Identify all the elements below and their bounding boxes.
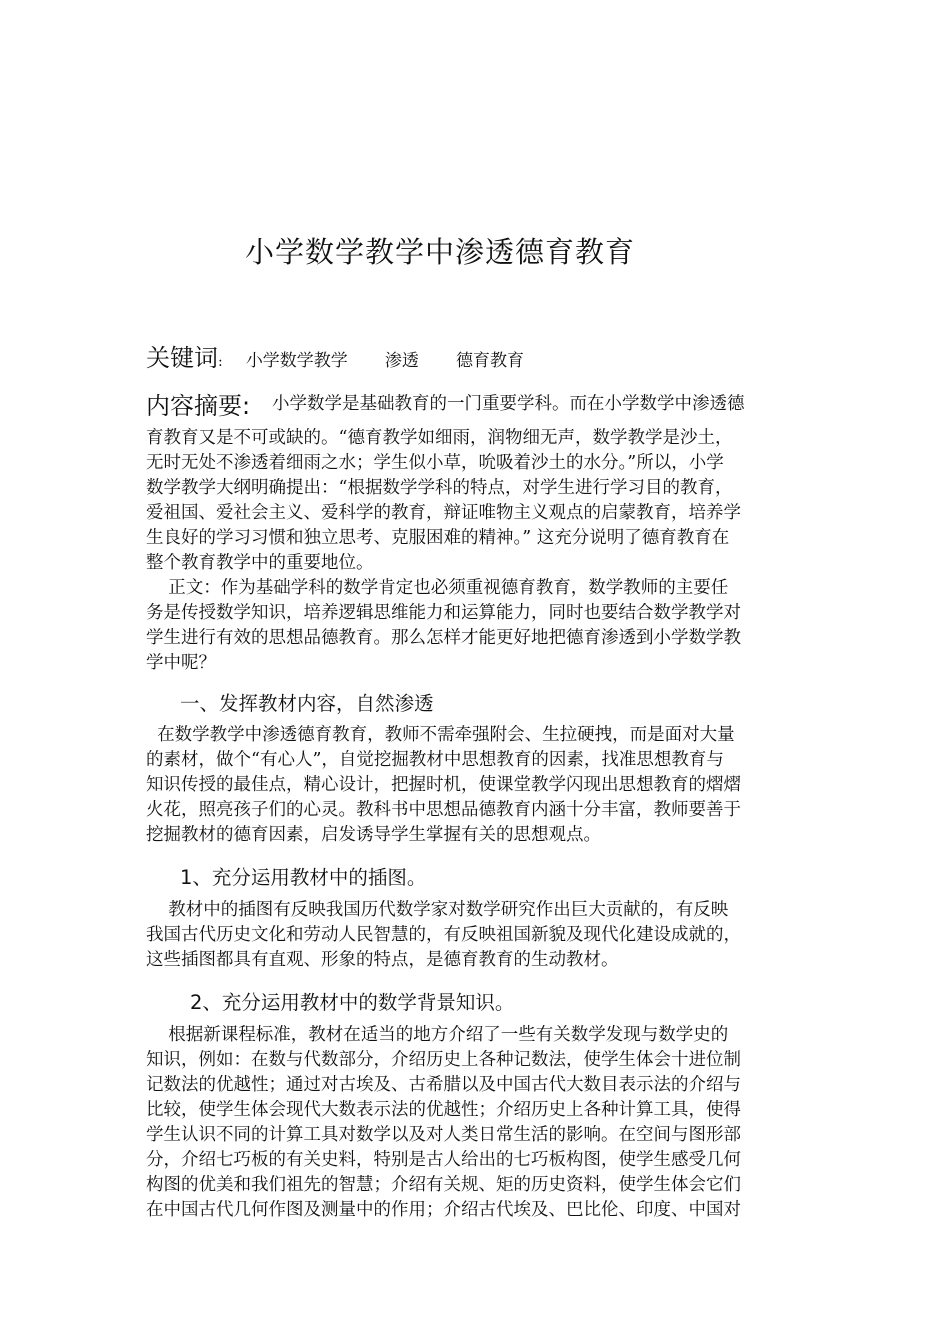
- body-intro-line: 正文：作为基础学科的数学肯定也必须重视德育教育，数学教师的主要任: [146, 578, 729, 598]
- keywords-colon: :: [218, 354, 223, 370]
- abstract-line: 爱祖国、爱社会主义、爱科学的教育，辩证唯物主义观点的启蒙教育，培养学: [146, 503, 741, 523]
- keywords-label: 关键词: [146, 344, 218, 372]
- keyword-item: 小学数学教学: [245, 351, 348, 371]
- abstract-line: 无时无处不渗透着细雨之水；学生似小草，吮吸着沙土的水分。”所以，小学: [146, 453, 724, 473]
- subsection-heading: 2、充分运用教材中的数学背景知识。: [190, 991, 515, 1014]
- document-title: 小学数学教学中渗透德育教育: [245, 235, 636, 269]
- subsection-line: 教材中的插图有反映我国历代数学家对数学研究作出巨大贡献的，有反映: [146, 900, 729, 920]
- abstract-line: 数学教学大纲明确提出：“根据数学学科的特点，对学生进行学习目的教育，: [146, 478, 733, 498]
- subsection-line: 记数法的优越性；通过对古埃及、古希腊以及中国古代大数目表示法的介绍与: [146, 1075, 741, 1095]
- section-heading: 一、发挥教材内容，自然渗透: [180, 692, 434, 715]
- section-line: 知识传授的最佳点，精心设计，把握时机，使课堂教学闪现出思想教育的熠熠: [146, 775, 741, 795]
- subsection-heading: 1、充分运用教材中的插图。: [180, 866, 427, 889]
- subsection-line: 分，介绍七巧板的有关史料，特别是古人给出的七巧板构图，使学生感受几何: [146, 1150, 741, 1170]
- subsection-line: 在中国古代几何作图及测量中的作用；介绍古代埃及、巴比伦、印度、中国对: [146, 1200, 741, 1220]
- subsection-line: 学生认识不同的计算工具对数学以及对人类日常生活的影响。在空间与图形部: [146, 1125, 741, 1145]
- subsection-line: 这些插图都具有直观、形象的特点，是德育教育的生动教材。: [146, 950, 619, 970]
- keyword-item: 渗透: [384, 351, 419, 371]
- abstract-line: 生良好的学习习惯和独立思考、克服困难的精神。” 这充分说明了德育教育在: [146, 528, 730, 548]
- abstract-line: 整个教育教学中的重要地位。: [146, 553, 374, 573]
- section-line: 在数学教学中渗透德育教育，教师不需牵强附会、生拉硬拽，而是面对大量: [146, 725, 735, 745]
- section-line: 的素材，做个“有心人”，自觉挖掘教材中思想教育的因素，找准思想教育与: [146, 750, 724, 770]
- keywords-row: [146, 338, 556, 373]
- subsection-line: 比较，使学生体会现代大数表示法的优越性；介绍历史上各种计算工具，使得: [146, 1100, 741, 1120]
- section-line: 火花，照亮孩子们的心灵。教科书中思想品德教育内涵十分丰富，教师要善于: [146, 800, 741, 820]
- abstract-label: 内容摘要:: [146, 392, 251, 420]
- body-intro-line: 学中呢？: [146, 653, 216, 673]
- keyword-item: 德育教育: [456, 351, 524, 371]
- subsection-line: 构图的优美和我们祖先的智慧；介绍有关规、矩的历史资料，使学生体会它们: [146, 1175, 741, 1195]
- body-intro-line: 学生进行有效的思想品德教育。那么怎样才能更好地把德育渗透到小学数学教: [146, 628, 741, 648]
- abstract-line: 育教育又是不可或缺的。“德育教学如细雨，润物细无声，数学教学是沙土，: [146, 428, 733, 448]
- subsection-line: 知识，例如：在数与代数部分，介绍历史上各种记数法，使学生体会十进位制: [146, 1050, 741, 1070]
- subsection-line: 根据新课程标准，教材在适当的地方介绍了一些有关数学发现与数学史的: [146, 1025, 729, 1045]
- subsection-line: 我国古代历史文化和劳动人民智慧的，有反映祖国新貌及现代化建设成就的，: [146, 925, 741, 945]
- abstract-line: 小学数学是基础教育的一门重要学科。而在小学数学中渗透德: [272, 394, 745, 414]
- body-intro-line: 务是传授数学知识，培养逻辑思维能力和运算能力，同时也要结合数学教学对: [146, 603, 741, 623]
- section-line: 挖掘教材的德育因素，启发诱导学生掌握有关的思想观点。: [146, 825, 601, 845]
